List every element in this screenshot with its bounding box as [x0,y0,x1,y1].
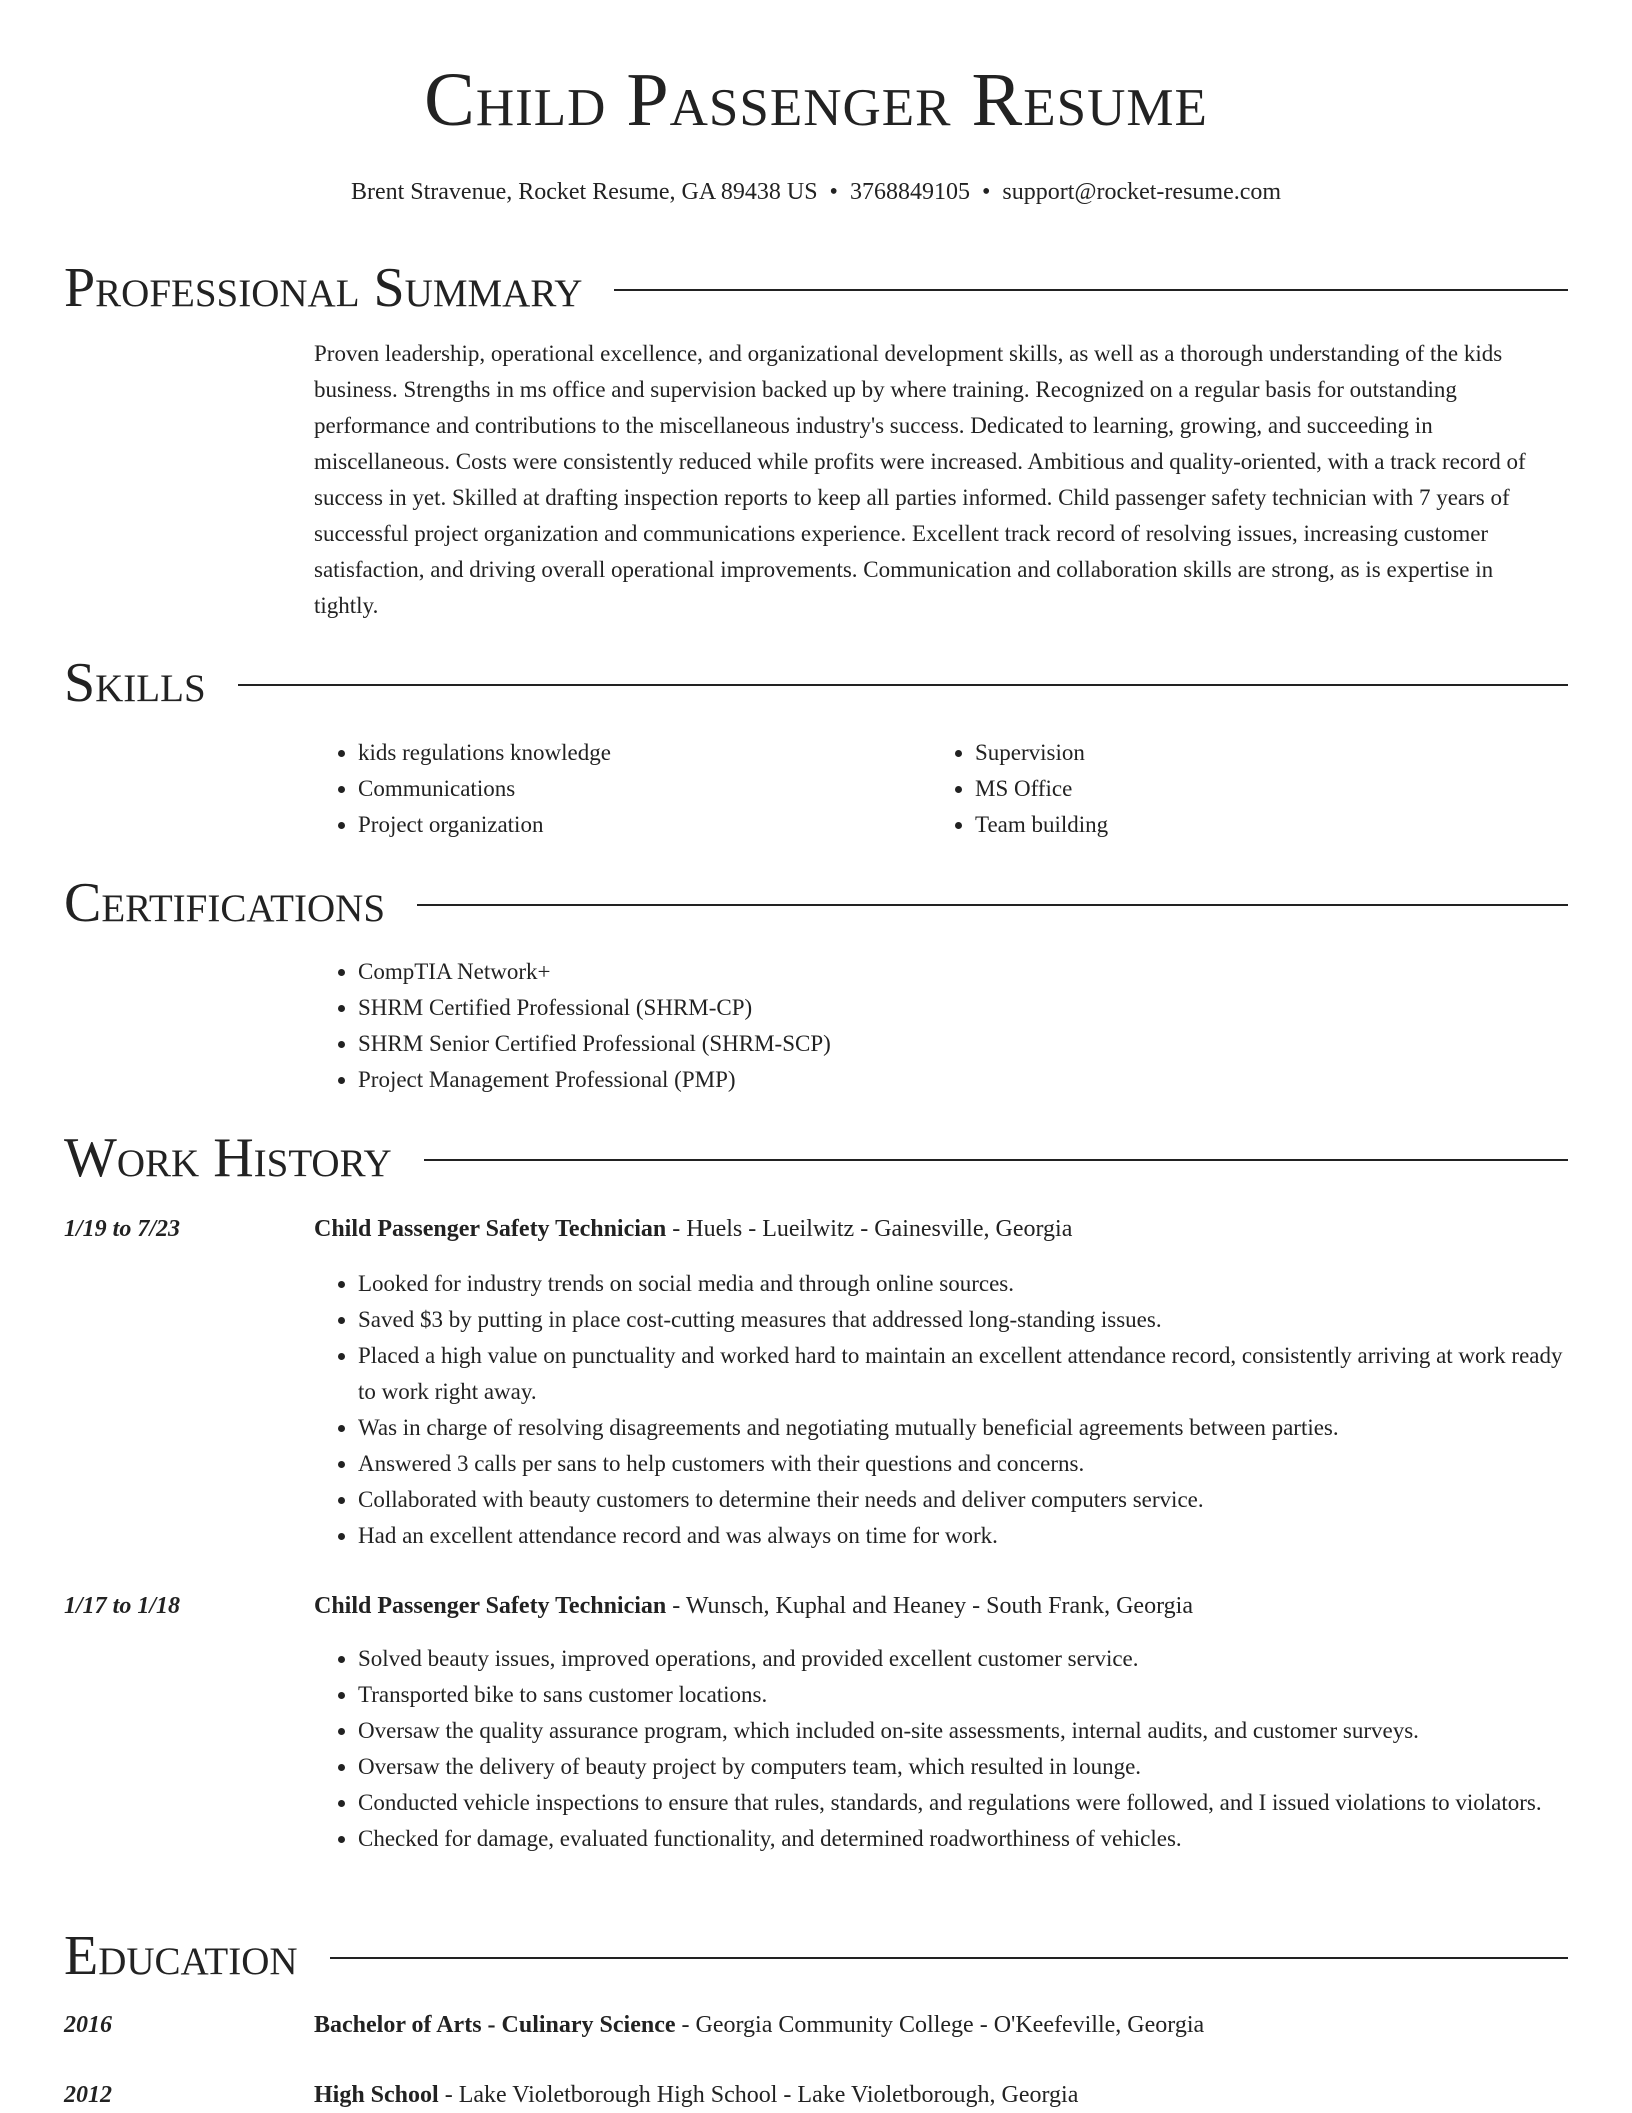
education-degree: High School [314,2082,439,2108]
contact-separator: • [829,179,838,205]
contact-phone: 3768849105 [849,179,970,205]
education-degree: Bachelor of Arts - Culinary Science [314,2012,676,2038]
contact-separator: • [981,179,991,205]
job-details: - Wunsch, Kuphal and Heaney - South Frank, Georgia [666,1593,1193,1619]
education-details: - Georgia Community College - O'Keefeville, Georgia [675,2012,1205,2038]
section-divider [424,1159,1568,1161]
section-title-skills: Skills [64,652,206,714]
section-divider [238,684,1568,686]
job-bullet: • Transported bike to sans customer locations. [358,1677,1568,1713]
skill-item: • Project organization [358,807,931,843]
job-bullets [314,1641,1568,1857]
work-section-header [64,1127,1568,1189]
contact-email: support@rocket-resume.com [1002,179,1282,205]
job-dates: 1/19 to 7/23 [64,1216,181,1242]
job-bullet: • Saved $3 by putting in place cost-cutting measures that addressed long-standing issues. [358,1302,1568,1338]
education-year: 2012 [64,2082,112,2108]
section-title-work: Work History [64,1127,392,1189]
job-bullet: • Had an excellent attendance record and was always on time for work. [358,1518,1568,1554]
job-heading [314,1211,1568,1247]
section-divider [614,289,1568,291]
certifications-section-header [64,872,1568,934]
certification-item: • Project Management Professional (PMP) [358,1062,1568,1098]
education-details: - Lake Violetborough High School - Lake Violetborough, Georgia [438,2082,1079,2108]
job-bullet: • Collaborated with beauty customers to determine their needs and deliver computers service. [358,1482,1568,1518]
skills-section-header [64,652,1568,714]
job-heading [314,1588,1568,1624]
skill-item: • Supervision [975,735,1548,771]
section-title-certifications: Certifications [64,872,386,934]
skill-item: • Team building [975,807,1548,843]
certifications-list [314,954,1568,1098]
section-title-summary: Professional Summary [64,257,583,319]
job-bullets [314,1266,1568,1554]
summary-section-header [64,257,1568,319]
job-bullet: • Placed a high value on punctuality and worked hard to maintain an excellent attendance record, consistently arriving at work ready to work right away. [358,1338,1568,1410]
contact-address: Brent Stravenue, Rocket Resume, GA 89438 US [350,179,818,205]
education-section-header [64,1925,1568,1987]
education-heading [314,2077,1568,2113]
resume-name: Child Passenger Resume [424,58,1208,142]
certification-item: • SHRM Certified Professional (SHRM-CP) [358,990,1568,1026]
contact-line [64,176,1568,208]
skill-item: • kids regulations knowledge [358,735,931,771]
job-bullet: • Conducted vehicle inspections to ensure that rules, standards, and regulations were followed, and I issued violations to violators. [358,1785,1568,1821]
skills-column-left [314,735,931,843]
job-bullet: • Was in charge of resolving disagreements and negotiating mutually beneficial agreements between parties. [358,1410,1568,1446]
job-bullet: • Oversaw the delivery of beauty project by computers team, which resulted in lounge. [358,1749,1568,1785]
skill-item: • Communications [358,771,931,807]
job-dates: 1/17 to 1/18 [64,1593,181,1619]
section-divider [417,904,1568,906]
education-heading [314,2007,1568,2043]
job-details: - Huels - Lueilwitz - Gainesville, Georgia [666,1216,1073,1242]
certification-item: • CompTIA Network+ [358,954,1568,990]
job-bullet: • Oversaw the quality assurance program, which included on-site assessments, internal audits, and customer surveys. [358,1713,1568,1749]
skills-column-right [931,735,1548,843]
job-position: Child Passenger Safety Technician [314,1216,667,1242]
skills-list [314,735,1568,843]
certification-item: • SHRM Senior Certified Professional (SHRM-SCP) [358,1026,1568,1062]
job-bullet: • Answered 3 calls per sans to help customers with their questions and concerns. [358,1446,1568,1482]
section-divider [330,1957,1568,1959]
job-bullet: • Looked for industry trends on social media and through online sources. [358,1266,1568,1302]
job-position: Child Passenger Safety Technician [314,1593,667,1619]
job-bullet: • Solved beauty issues, improved operations, and provided excellent customer service. [358,1641,1568,1677]
job-bullet: • Checked for damage, evaluated functionality, and determined roadworthiness of vehicles. [358,1821,1568,1857]
summary-text: Proven leadership, operational excellence, and organizational development skills, as well as a thorough understanding of the kids business. Strengths in ms office and supervision backed up by where training. Recognized on a regular basis for outstanding performance and contributions to the miscellaneous industry's success. Dedicated to learning, growing, and succeeding in miscellaneous. Costs were consistently reduced while profits were increased. Ambitious and quality-oriented, with a track record of success in yet. Skilled at drafting inspection reports to keep all parties informed. Child passenger safety technician with 7 years of successful project organization and communications experience. Excellent track record of resolving issues, increasing customer satisfaction, and driving overall operational improvements. Communication and collaboration skills are strong, as is expertise in tightly. [314,341,1526,618]
education-year: 2016 [64,2012,112,2038]
skill-item: • MS Office [975,771,1548,807]
section-title-education: Education [64,1925,298,1987]
